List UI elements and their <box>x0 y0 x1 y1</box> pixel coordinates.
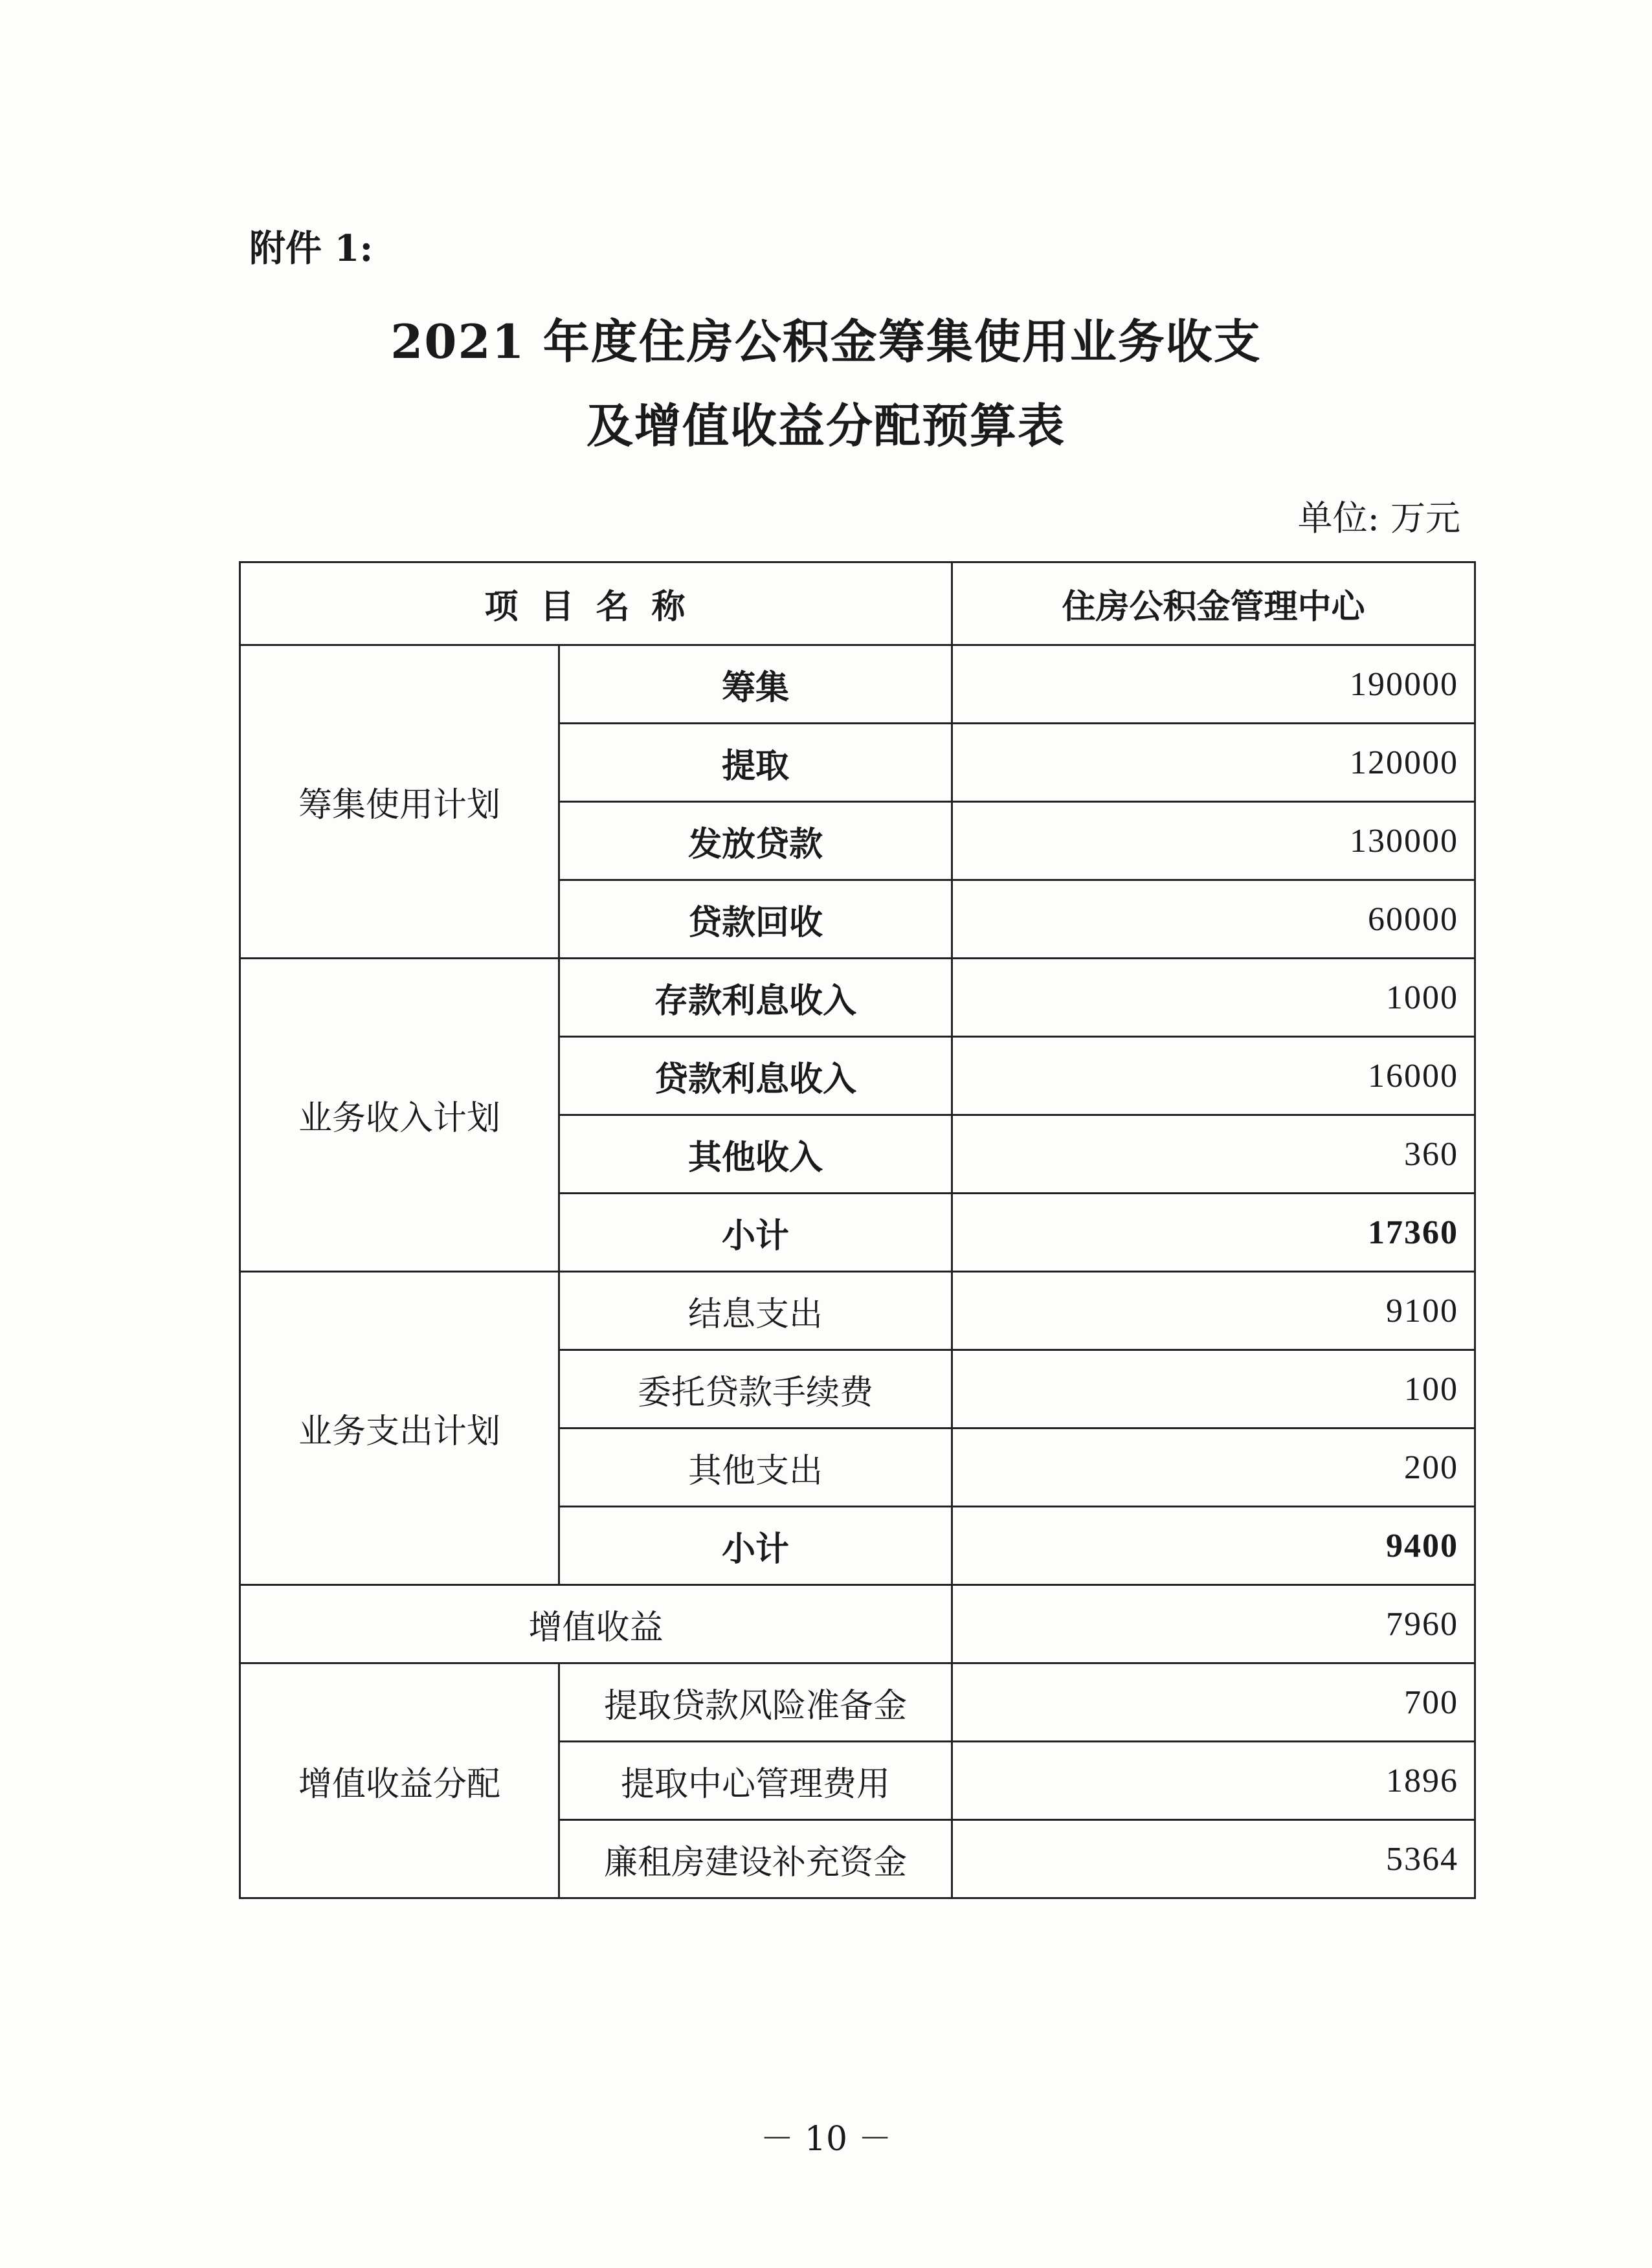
table-row <box>240 1585 1475 1663</box>
item-label: 发放贷款 <box>559 802 952 880</box>
subtotal-label: 小计 <box>559 1507 952 1585</box>
table-row <box>240 1663 1475 1742</box>
item-value: 120000 <box>952 724 1475 802</box>
item-label: 贷款回收 <box>559 880 952 959</box>
subtotal-value: 17360 <box>952 1194 1475 1272</box>
group-label: 增值收益分配 <box>240 1663 559 1898</box>
item-value: 1896 <box>952 1742 1475 1820</box>
value-added-income-label: 增值收益 <box>240 1585 952 1663</box>
item-label: 结息支出 <box>559 1272 952 1350</box>
group-label: 业务支出计划 <box>240 1272 559 1585</box>
item-value: 60000 <box>952 880 1475 959</box>
item-value: 700 <box>952 1663 1475 1742</box>
group-label: 筹集使用计划 <box>240 645 559 959</box>
item-value: 9100 <box>952 1272 1475 1350</box>
item-value: 360 <box>952 1115 1475 1194</box>
document-title-line1: 2021 年度住房公积金筹集使用业务收支 <box>390 314 1262 369</box>
item-value: 130000 <box>952 802 1475 880</box>
item-value: 100 <box>952 1350 1475 1429</box>
item-label: 其他支出 <box>559 1429 952 1507</box>
page-number: － 10 － <box>760 2120 892 2159</box>
subtotal-label: 小计 <box>559 1194 952 1272</box>
item-label: 贷款利息收入 <box>559 1037 952 1115</box>
item-label: 提取中心管理费用 <box>559 1742 952 1820</box>
header-item-name: 项目名称 <box>240 562 952 645</box>
item-label: 提取贷款风险准备金 <box>559 1663 952 1742</box>
item-value: 1000 <box>952 959 1475 1037</box>
table-header-row <box>240 562 1475 645</box>
subtotal-value: 9400 <box>952 1507 1475 1585</box>
unit-label: 单位: 万元 <box>1297 498 1460 539</box>
item-label: 廉租房建设补充资金 <box>559 1820 952 1898</box>
item-label: 存款利息收入 <box>559 959 952 1037</box>
table-row <box>240 1272 1475 1350</box>
item-value: 190000 <box>952 645 1475 724</box>
item-value: 200 <box>952 1429 1475 1507</box>
item-label: 提取 <box>559 724 952 802</box>
item-label: 筹集 <box>559 645 952 724</box>
item-label: 其他收入 <box>559 1115 952 1194</box>
table-row <box>240 959 1475 1037</box>
document-title-line2: 及增值收益分配预算表 <box>586 398 1066 453</box>
value-added-income-value: 7960 <box>952 1585 1475 1663</box>
budget-table <box>239 561 1476 1899</box>
header-center: 住房公积金管理中心 <box>952 562 1475 645</box>
table-row <box>240 645 1475 724</box>
attachment-label: 附件 1: <box>249 227 374 270</box>
item-label: 委托贷款手续费 <box>559 1350 952 1429</box>
group-label: 业务收入计划 <box>240 959 559 1272</box>
item-value: 16000 <box>952 1037 1475 1115</box>
item-value: 5364 <box>952 1820 1475 1898</box>
